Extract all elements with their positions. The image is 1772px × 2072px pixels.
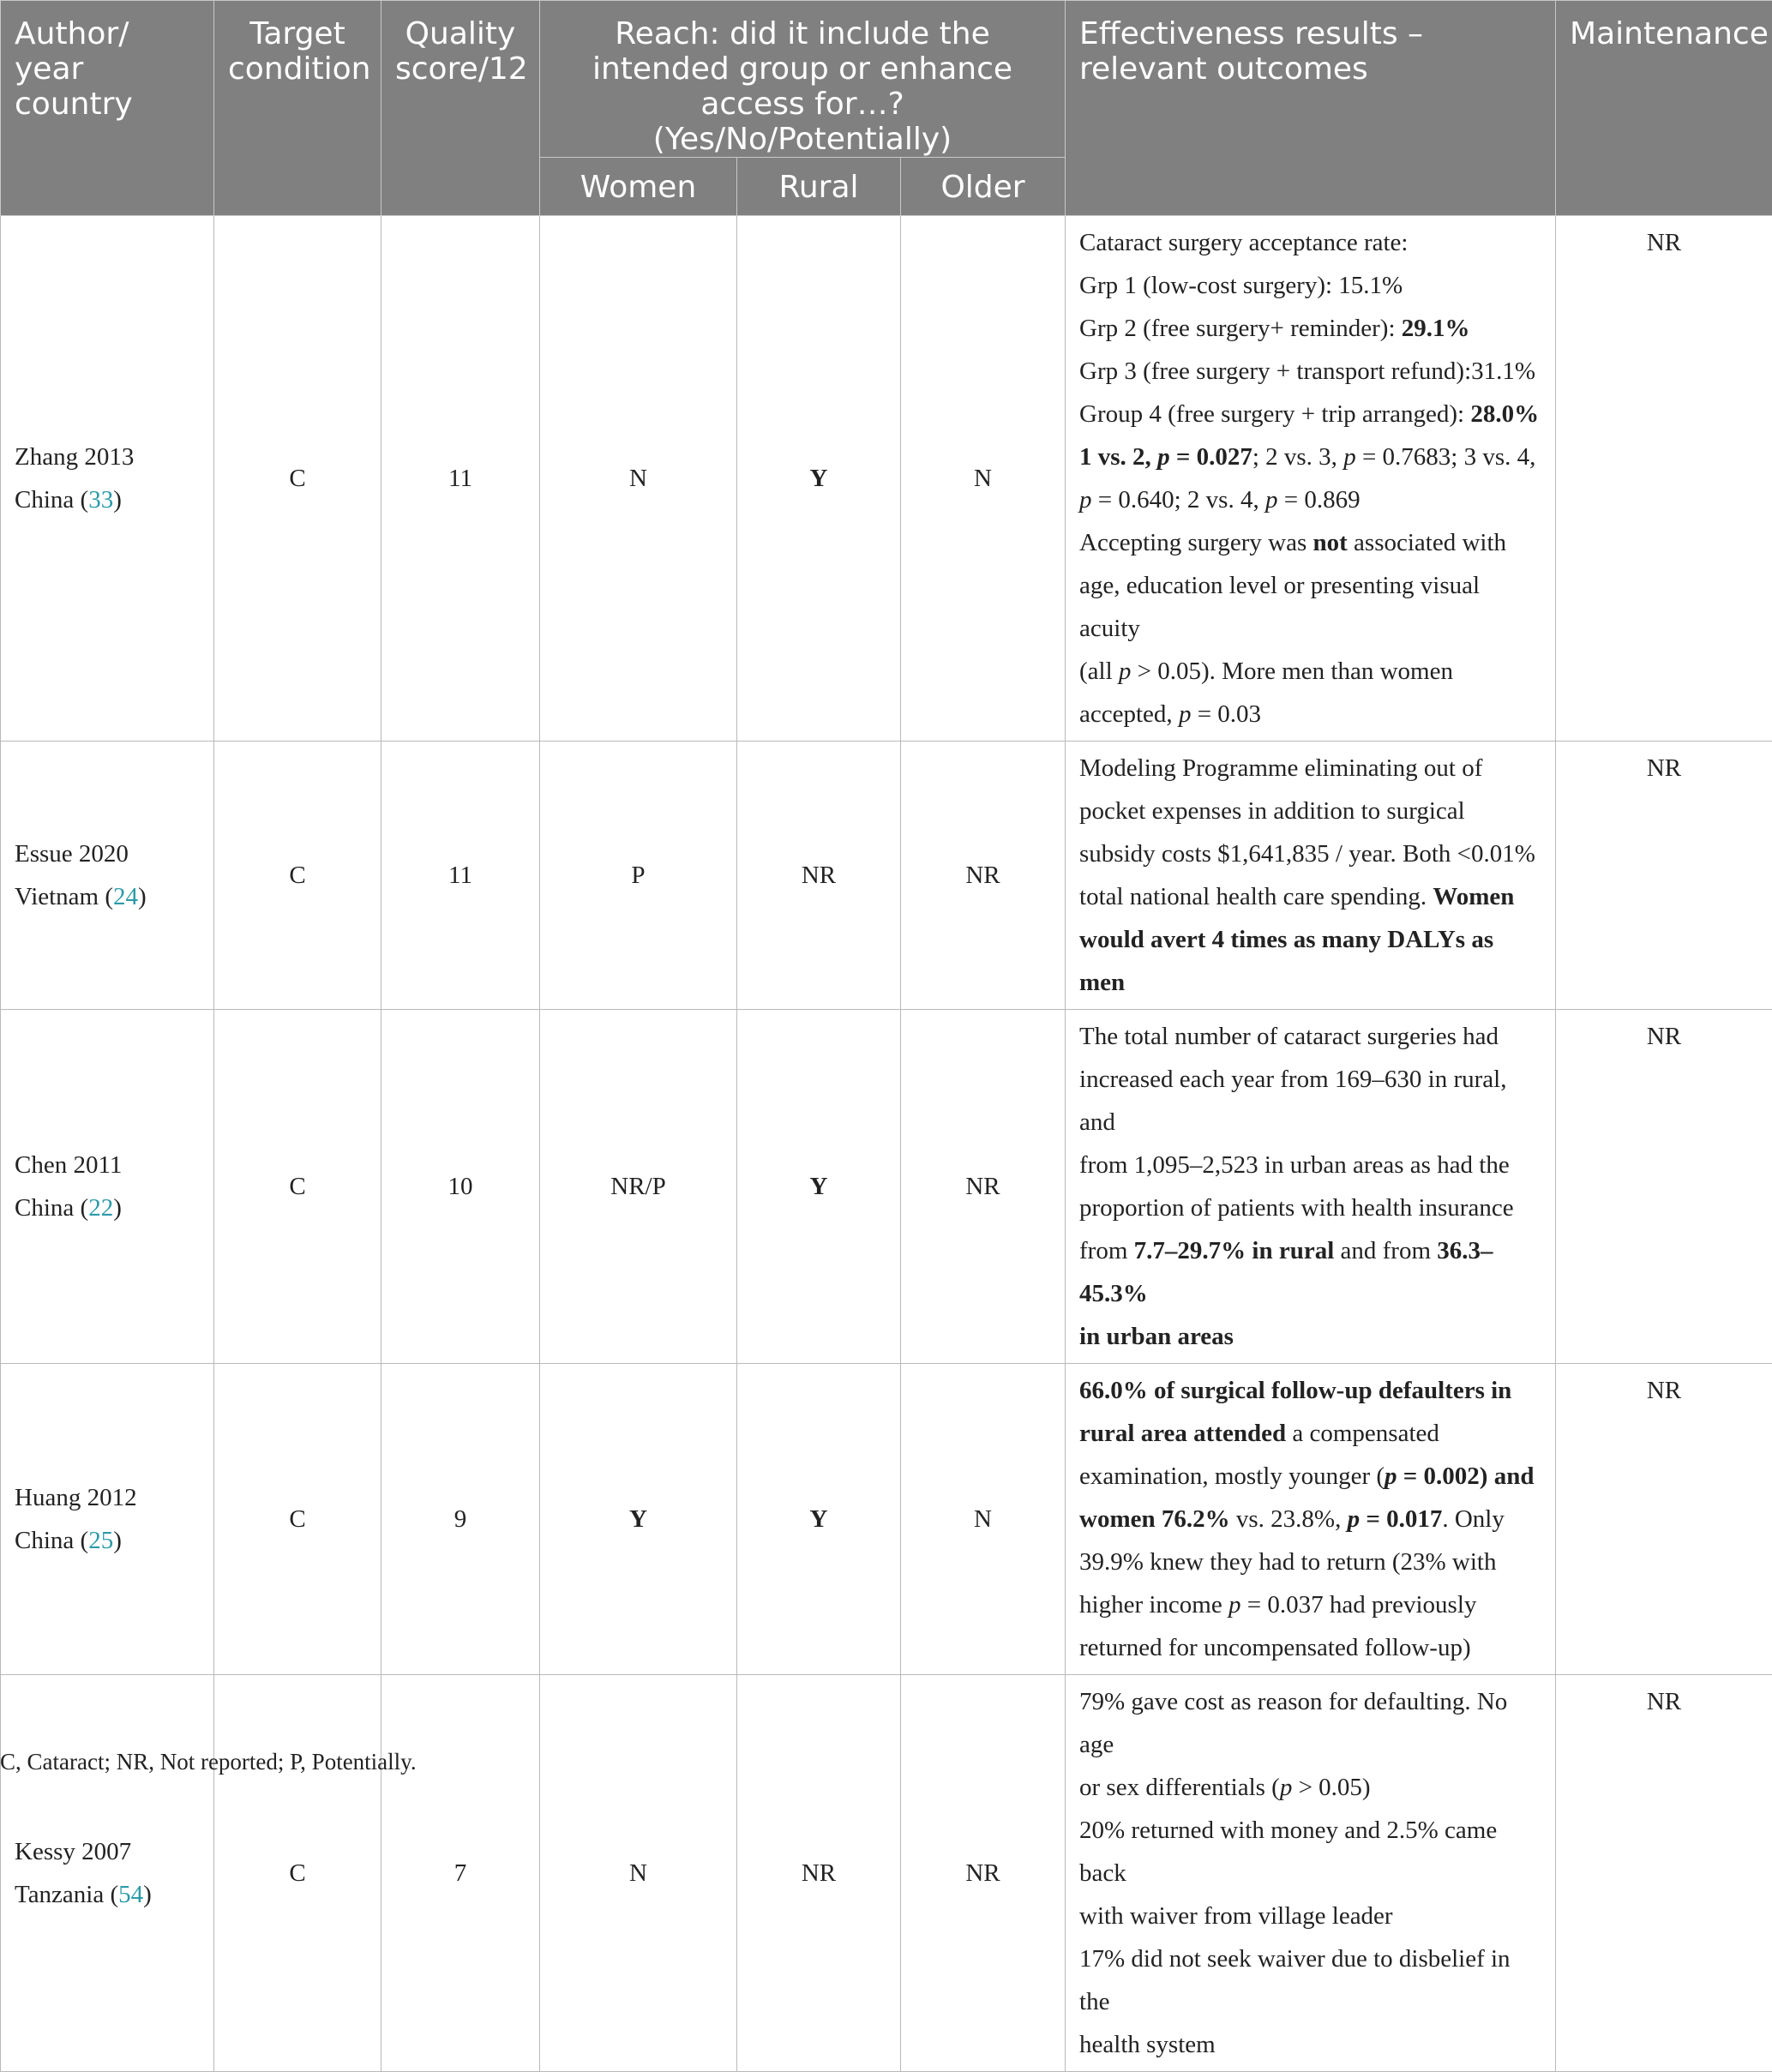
reference-link[interactable]: 54 [118, 1881, 143, 1908]
table-footnote: C, Cataract; NR, Not reported; P, Potentially. [0, 1749, 417, 1775]
country-ref: China (33) [15, 478, 200, 521]
study-cell [1, 1364, 214, 1675]
study-cell [1, 216, 214, 742]
table-row [1, 742, 1772, 1010]
target-condition: C [214, 742, 381, 1010]
table-row [1, 1364, 1772, 1675]
effectiveness-results: The total number of cataract surgeries had increased each year from 169–630 in rural, and from 1,095–2,523 in urban areas as had the proportion of patients with health insurance from 7.7–29.7% in rural and from 36.3–45.3% in urban areas [1066, 1010, 1556, 1364]
reach-rural: Y [737, 1364, 901, 1675]
country-ref: China (22) [15, 1186, 200, 1229]
maintenance: NR [1556, 1675, 1772, 2072]
effectiveness-results: Cataract surgery acceptance rate: Grp 1 (low-cost surgery): 15.1% Grp 2 (free surgery+ reminder): 29.1% Grp 3 (free surgery + transport refund):31.1% Group 4 (free surgery + trip arranged): 28.0% 1 vs. 2, p = 0.027; 2 vs. 3, p = 0.7683; 3 vs. 4, p = 0.640; 2 vs. 4, p = 0.869 Accepting surgery was not associated with age, education level or presenting visual acuity (all p > 0.05). More men than women accepted, p = 0.03 [1066, 216, 1556, 742]
maintenance: NR [1556, 742, 1772, 1010]
header-reach: Reach: did it include the intended group or enhance access for…? (Yes/No/Potentially) [540, 1, 1066, 158]
country-ref: Vietnam (24) [15, 875, 200, 918]
target-condition: C [214, 1675, 381, 2072]
reach-rural: Y [737, 1010, 901, 1364]
effectiveness-results: Modeling Programme eliminating out of pocket expenses in addition to surgical subsidy costs $1,641,835 / year. Both <0.01% total national health care spending. Women would avert 4 times as many DALYs as men [1066, 742, 1556, 1010]
reach-older: NR [901, 742, 1066, 1010]
quality-score: 9 [381, 1364, 540, 1675]
header-target: Target condition [214, 1, 381, 216]
author-year: Chen 2011 [15, 1144, 200, 1186]
reach-older: NR [901, 1675, 1066, 2072]
maintenance: NR [1556, 1364, 1772, 1675]
target-condition: C [214, 216, 381, 742]
reach-rural: NR [737, 1675, 901, 2072]
effectiveness-results: 66.0% of surgical follow-up defaulters in rural area attended a compensated examination, mostly younger (p = 0.002) and women 76.2% vs. 23.8%, p = 0.017. Only 39.9% knew they had to return (23% with higher income p = 0.037 had previously returned for uncompensated follow-up) [1066, 1364, 1556, 1675]
study-cell [1, 742, 214, 1010]
reach-women: P [540, 742, 737, 1010]
header-older: Older [901, 158, 1066, 216]
reach-women: N [540, 1675, 737, 2072]
author-year: Zhang 2013 [15, 435, 200, 478]
header-author: Author/ year country [1, 1, 214, 216]
header-effectiveness: Effectiveness results – relevant outcomes [1066, 1, 1556, 216]
country-ref: Tanzania (54) [15, 1873, 200, 1916]
country-ref: China (25) [15, 1519, 200, 1562]
reach-women: N [540, 216, 737, 742]
table-header [1, 1, 1772, 216]
author-year: Essue 2020 [15, 832, 200, 875]
reach-older: NR [901, 1010, 1066, 1364]
target-condition: C [214, 1010, 381, 1364]
quality-score: 7 [381, 1675, 540, 2072]
maintenance: NR [1556, 1010, 1772, 1364]
target-condition: C [214, 1364, 381, 1675]
quality-score: 10 [381, 1010, 540, 1364]
table-row [1, 1675, 1772, 2072]
author-year: Huang 2012 [15, 1476, 200, 1519]
study-cell [1, 1675, 214, 2072]
reference-link[interactable]: 25 [88, 1527, 113, 1554]
reach-older: N [901, 216, 1066, 742]
reach-rural: NR [737, 742, 901, 1010]
table-row [1, 216, 1772, 742]
reference-link[interactable]: 33 [88, 486, 113, 513]
reach-women: Y [540, 1364, 737, 1675]
maintenance: NR [1556, 216, 1772, 742]
reach-older: N [901, 1364, 1066, 1675]
header-rural: Rural [737, 158, 901, 216]
author-year: Kessy 2007 [15, 1830, 200, 1873]
reference-link[interactable]: 24 [113, 883, 138, 910]
header-women: Women [540, 158, 737, 216]
reach-rural: Y [737, 216, 901, 742]
effectiveness-results: 79% gave cost as reason for defaulting. No age or sex differentials (p > 0.05) 20% returned with money and 2.5% came back with waiver from village leader 17% did not seek waiver due to disbelief in the health system [1066, 1675, 1556, 2072]
reference-link[interactable]: 22 [88, 1194, 113, 1222]
reach-women: NR/P [540, 1010, 737, 1364]
quality-score: 11 [381, 216, 540, 742]
quality-score: 11 [381, 742, 540, 1010]
study-cell [1, 1010, 214, 1364]
table-row [1, 1010, 1772, 1364]
header-quality: Quality score/12 [381, 1, 540, 216]
header-maintenance: Maintenance [1556, 1, 1772, 216]
